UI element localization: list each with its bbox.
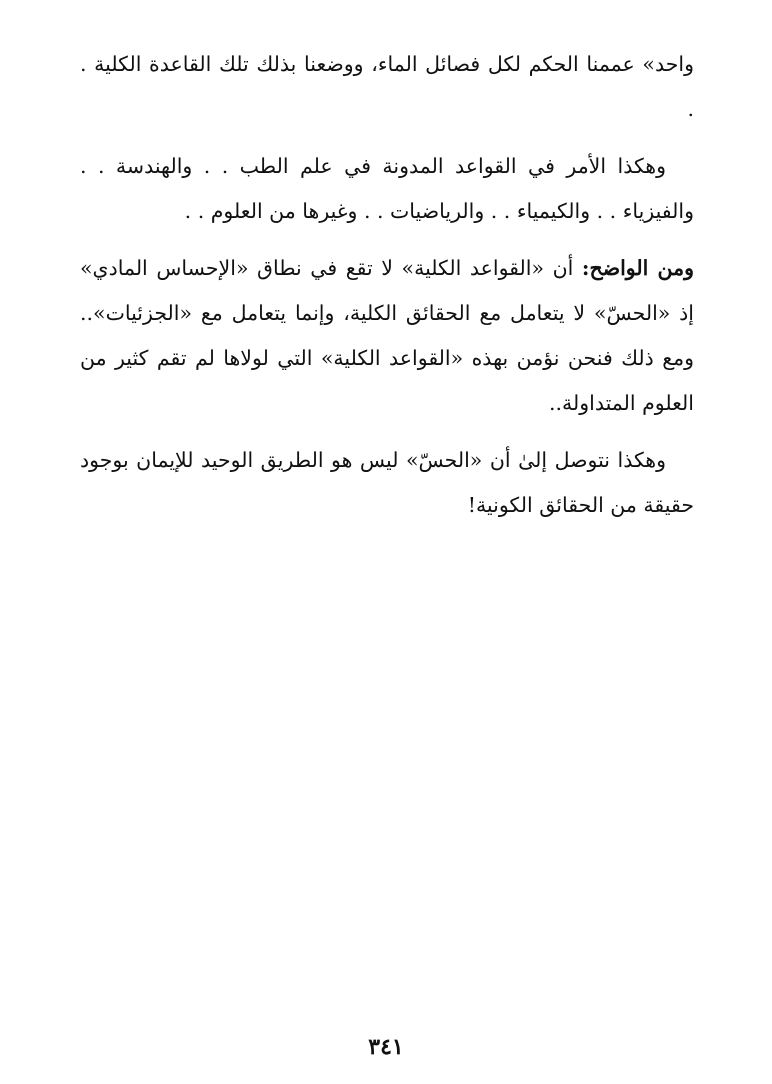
page-number: ٣٤١ bbox=[368, 1034, 404, 1060]
paragraph-2-text: وهكذا الأمر في القواعد المدونة في علم الطب . . والهندسة . . والفيزياء . . والكيمياء . . والرياضيات . . وغيرها من العلوم . . bbox=[80, 154, 694, 223]
paragraph-1-text: واحد» عممنا الحكم لكل فصائل الماء، ووضعنا بذلك تلك القاعدة الكلية . . bbox=[80, 52, 694, 121]
paragraph-2 bbox=[80, 144, 694, 234]
paragraph-3-lead: ومن الواضح: bbox=[581, 256, 694, 280]
body-text bbox=[80, 42, 694, 540]
paragraph-4-text: وهكذا نتوصل إلىٰ أن «الحسّ» ليس هو الطريق الوحيد للإيمان بوجود حقيقة من الحقائق الكونية! bbox=[80, 448, 694, 517]
paragraph-4 bbox=[80, 438, 694, 528]
paragraph-3 bbox=[80, 246, 694, 426]
paragraph-3-text: أن «القواعد الكلية» لا تقع في نطاق «الإحساس المادي» إذ «الحسّ» لا يتعامل مع الحقائق الكلية، وإنما يتعامل مع «الجزئيات».. ومع ذلك فنحن نؤمن بهذه «القواعد الكلية» التي لولاها لم تقم كثير من العلوم المتداولة.. bbox=[80, 256, 694, 415]
paragraph-1 bbox=[80, 42, 694, 132]
